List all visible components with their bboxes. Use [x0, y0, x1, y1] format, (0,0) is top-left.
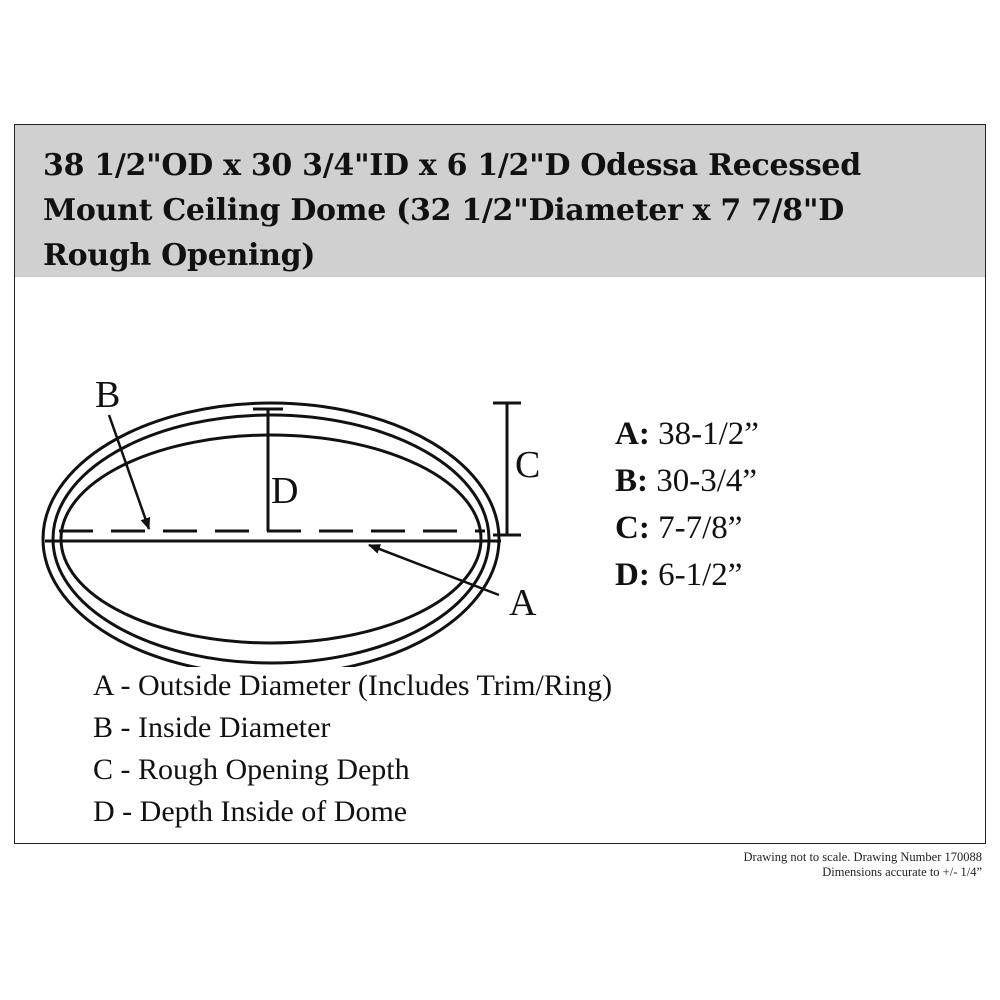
legend-item: C - Rough Opening Depth — [93, 753, 410, 786]
legend-list — [93, 665, 612, 833]
label-c: C — [515, 444, 541, 486]
outer-ring-ellipse — [43, 403, 499, 667]
drawing-sheet — [14, 124, 986, 844]
footnote-accuracy-note: Dimensions accurate to +/- 1/4” — [822, 865, 982, 879]
title-header — [15, 125, 985, 277]
legend-item: B - Inside Diameter — [93, 711, 331, 744]
dimension-item-a: A: 38-1/2” — [615, 416, 759, 452]
dimension-list — [615, 411, 759, 599]
label-b: B — [95, 374, 121, 416]
footnote-scale-note: Drawing not to scale. Drawing Number 170088 — [743, 850, 982, 864]
dome-diagram — [15, 277, 575, 667]
inner-dome-ellipse — [61, 435, 481, 643]
legend-item: A - Outside Diameter (Includes Trim/Ring) — [93, 669, 613, 702]
legend-item: D - Depth Inside of Dome — [93, 795, 408, 828]
label-d: D — [271, 470, 299, 512]
footnote — [744, 850, 983, 880]
dimension-item-d: D: 6-1/2” — [615, 557, 743, 593]
dimension-item-b: B: 30-3/4” — [615, 463, 758, 499]
dimension-item-c: C: 7-7/8” — [615, 510, 743, 546]
middle-ring-ellipse — [53, 415, 489, 663]
label-a: A — [509, 582, 537, 624]
product-title: 38 1/2"OD x 30 3/4"ID x 6 1/2"D Odessa Recessed Mount Ceiling Dome (32 1/2"Diameter x 7 7/8"D Rough Opening) — [43, 148, 861, 273]
